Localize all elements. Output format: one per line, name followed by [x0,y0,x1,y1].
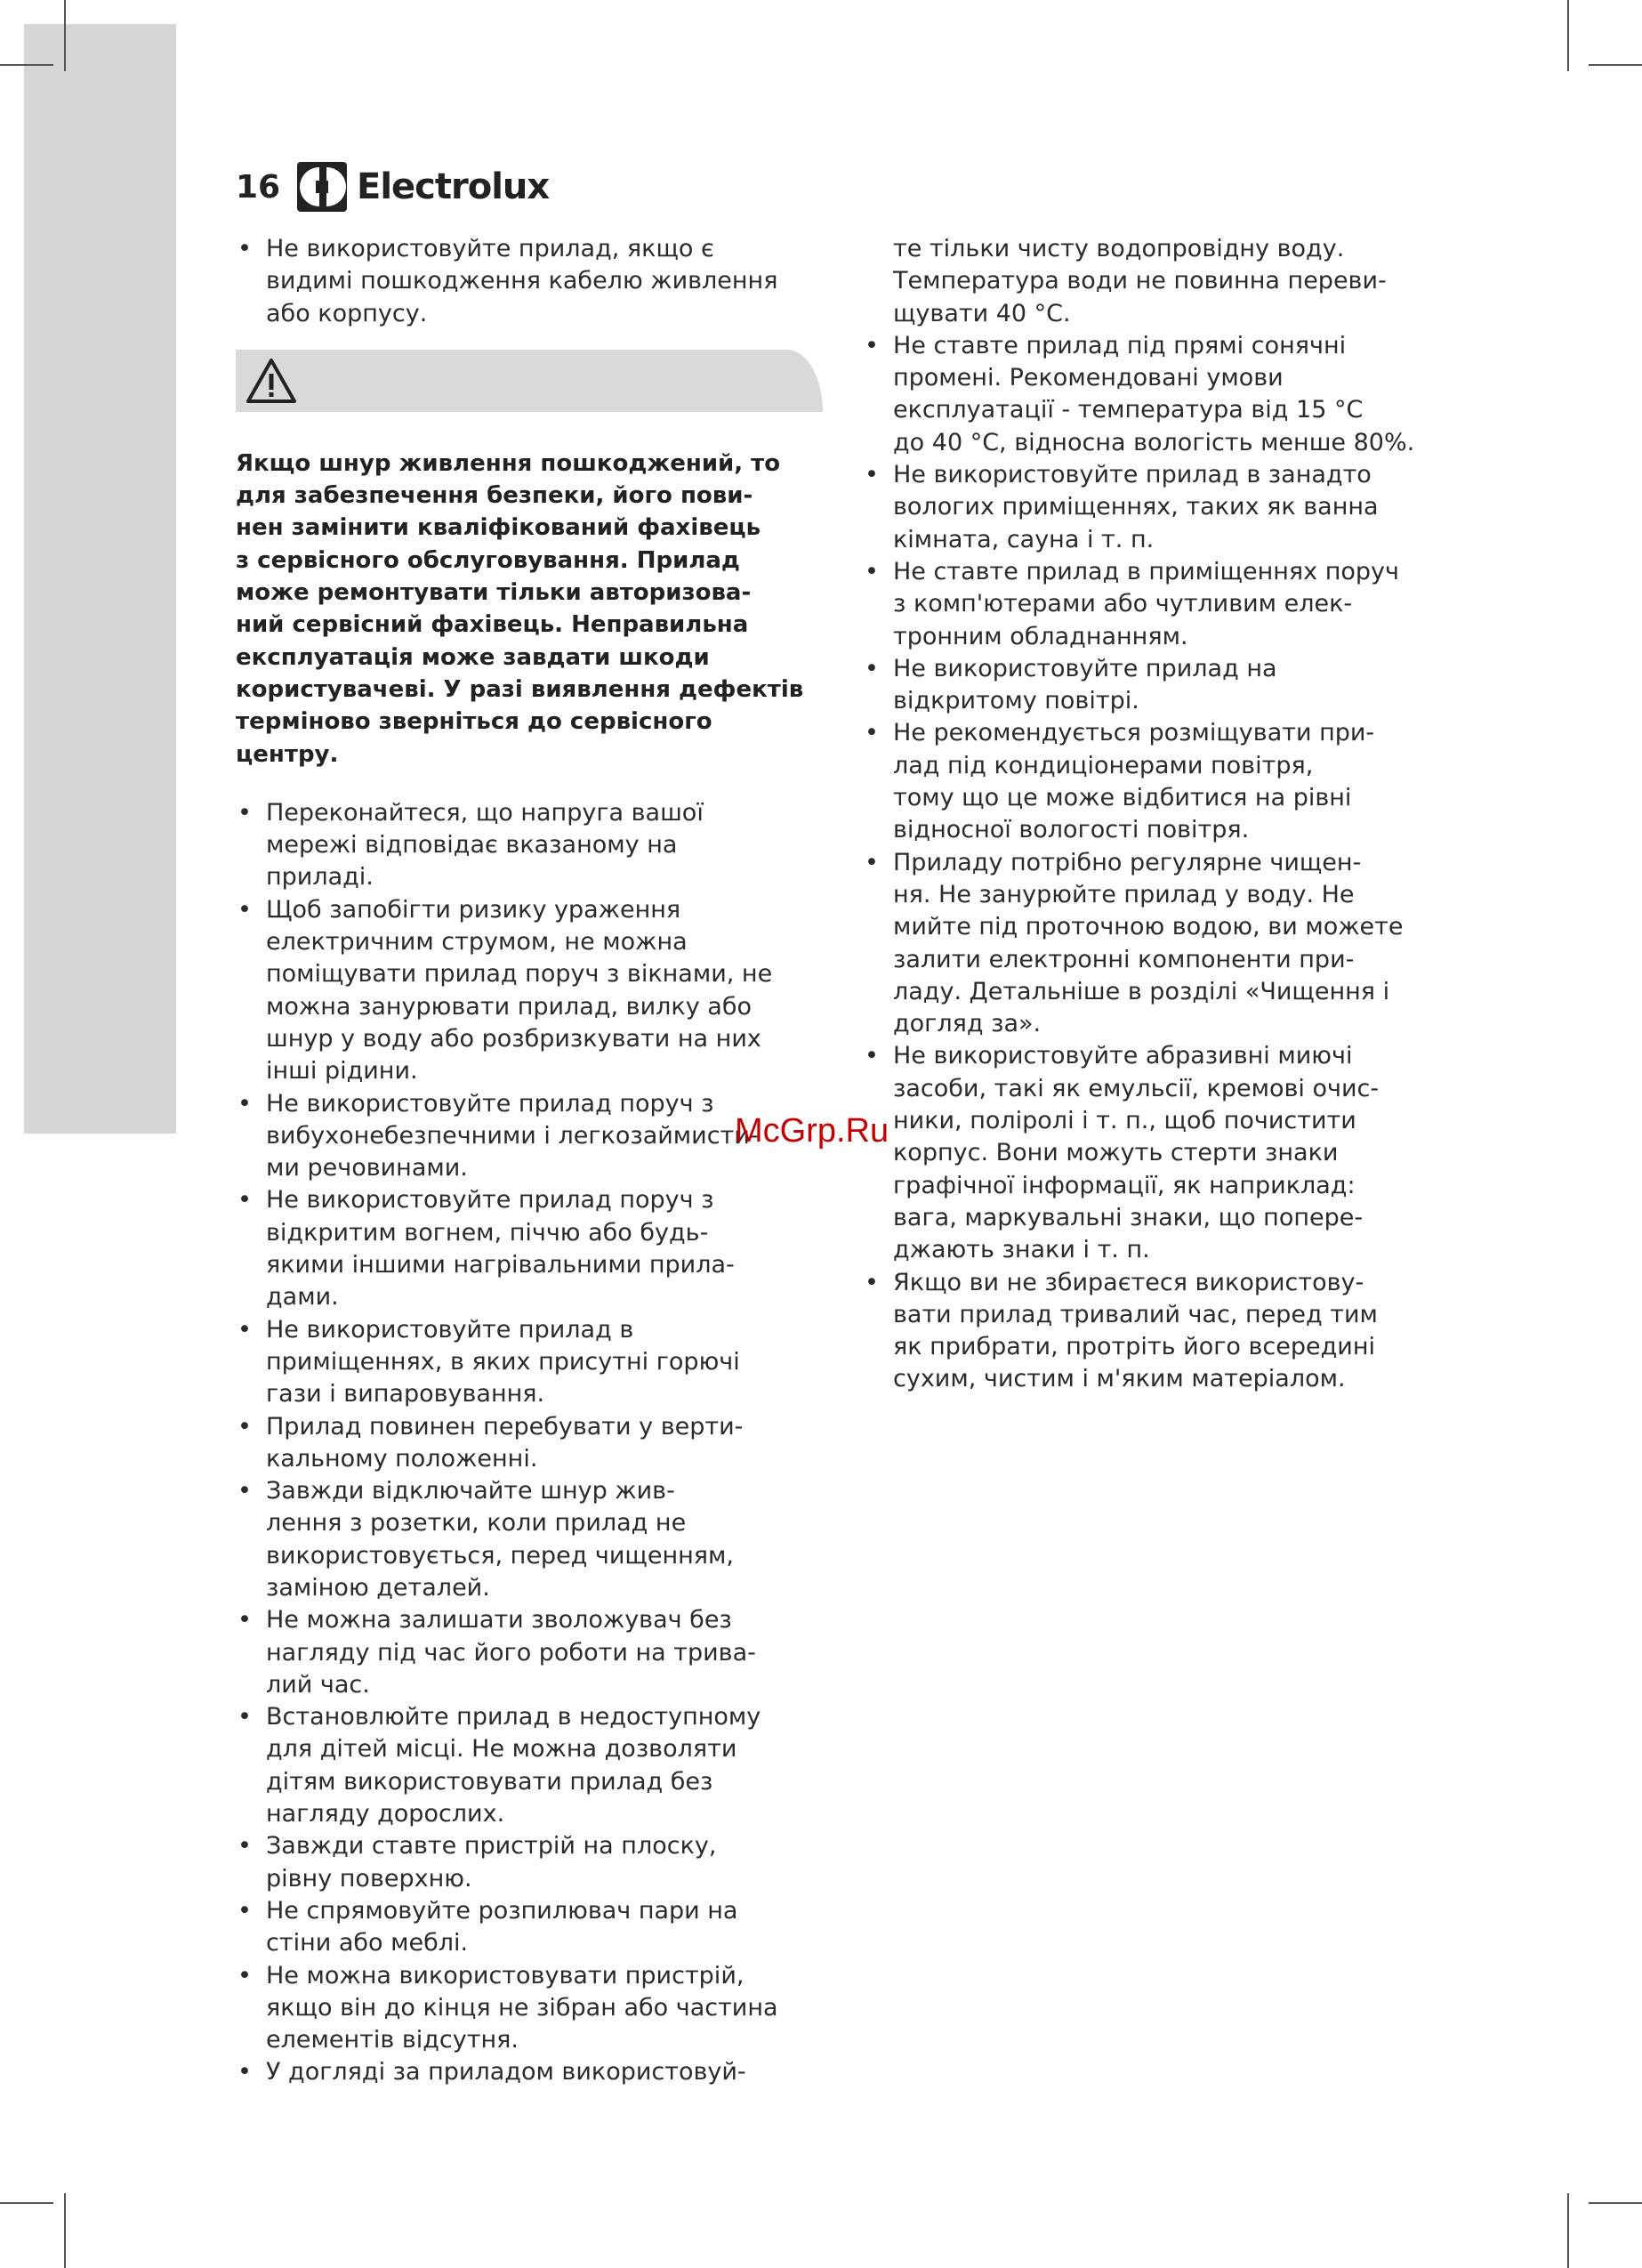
list-item: • Не використовуйте прилад на відкритому повітрі. [863,653,1450,718]
page-header [236,160,549,214]
list-item: • Не можна залишати зволожувач без нагляду під час його роботи на трива- лий час. [236,1604,823,1701]
list-item: • Прилад повинен перебувати у верти- кальному положенні. [236,1411,823,1476]
list-item: • Не використовуйте прилад поруч з вибухонебезпечними і легкозаймисти- ми речовинами. [236,1088,823,1185]
warning-banner [236,350,823,412]
warning-triangle-icon [245,357,298,405]
watermark: McGrp.Ru [735,1112,889,1150]
crop-mark [1567,2193,1569,2268]
right-column [863,233,1450,1396]
crop-mark [1567,0,1569,71]
intro-list [236,233,823,330]
list-item: • Приладу потрібно регулярне чищен- ня. Не занурюйте прилад у воду. Не мийте під проточною водою, ви можете залити електронні компоненти при- ладу. Детальніше в розділі «Чищення і догляд за». [863,847,1450,1041]
list-item: • Не ставте прилад під прямі сонячні промені. Рекомендовані умови експлуатації - температура від 15 °C до 40 °C, відносна вологість менше 80%. [863,330,1450,459]
side-tab-bar [24,24,176,1134]
page-number: 16 [236,168,281,206]
list-item: • Не використовуйте абразивні миючі засоби, такі як емульсії, кремові очис- ники, поліролі і т. п., щоб почистити корпус. Вони можуть стерти знаки графічної інформації, як наприклад: вага, маркувальні знаки, що попере- джають знаки і т. п. [863,1040,1450,1266]
list-item: • Не спрямовуйте розпилювач пари на стіни або меблі. [236,1895,823,1960]
safety-list-right [863,233,1450,1396]
list-item: • Не можна використовувати пристрій, якщо він до кінця не зібран або частина елементів відсутня. [236,1960,823,2057]
list-item: • Якщо ви не збираєтеся використову- вати прилад тривалий час, перед тим як прибрати, протріть його всередині сухим, чистим і м'яким матеріалом. [863,1267,1450,1396]
list-item: • Встановлюйте прилад в недоступному для дітей місці. Не можна дозволяти дітям використовувати прилад без нагляду дорослих. [236,1701,823,1830]
list-item: • Не рекомендується розміщувати при- лад під кондиціонерами повітря, тому що це може відбитися на рівні відносної вологості повітря. [863,717,1450,846]
safety-list-left [236,797,823,2089]
list-item: • У догляді за приладом використовуй- [236,2056,823,2088]
list-item: • Переконайтеся, що напруга вашої мережі відповідає вказаному на приладі. [236,797,823,894]
list-item: • Завжди відключайте шнур жив- лення з розетки, коли прилад не використовується, перед чищенням, заміною деталей. [236,1475,823,1604]
list-item: • Не використовуйте прилад в приміщеннях, в яких присутні горючі гази і випаровування. [236,1314,823,1411]
list-item: • Щоб запобігти ризику ураження електричним струмом, не можна поміщувати прилад поруч з вікнами, не можна занурювати прилад, вилку або шнур у воду або розбризкувати на них інші рідини. [236,894,823,1088]
list-item: • Не використовуйте прилад в занадто вологих приміщеннях, таких як ванна кімната, сауна і т. п. [863,459,1450,556]
list-item: • Не використовуйте прилад поруч з відкритим вогнем, піччю або будь- якими іншими нагрівальними прила- дами. [236,1184,823,1313]
brand-logo [296,161,549,213]
crop-mark [0,2202,53,2204]
list-item: • Не використовуйте прилад, якщо є видимі пошкодження кабелю живлення або корпусу. [236,233,823,330]
crop-mark [1589,64,1642,66]
warning-text: Якщо шнур живлення пошкоджений, то для забезпечення безпеки, його пови- нен замінити кваліфікований фахівець з сервісного обслуговування. Прилад може ремонтувати тільки авторизова- ний сервісний фахівець. Неправильна експлуатація може завдати шкоди користувачеві. У разі виявлення дефектів терміново зверніться до сервісного центру. [236,449,804,768]
electrolux-logo-icon [296,161,348,213]
left-column [236,233,823,2089]
crop-mark [64,0,66,71]
list-item-continuation: те тільки чисту водопровідну воду. Температура води не повинна переви- щувати 40 °С. [893,235,1387,327]
crop-mark [1589,2202,1642,2204]
crop-mark [0,64,53,66]
list-item: • Завжди ставте пристрій на плоску, рівну поверхню. [236,1830,823,1895]
crop-mark [64,2193,66,2268]
list-item: • Не ставте прилад в приміщеннях поруч з комп'ютерами або чутливим елек- тронним обладнанням. [863,556,1450,653]
brand-name: Electrolux [357,166,550,207]
